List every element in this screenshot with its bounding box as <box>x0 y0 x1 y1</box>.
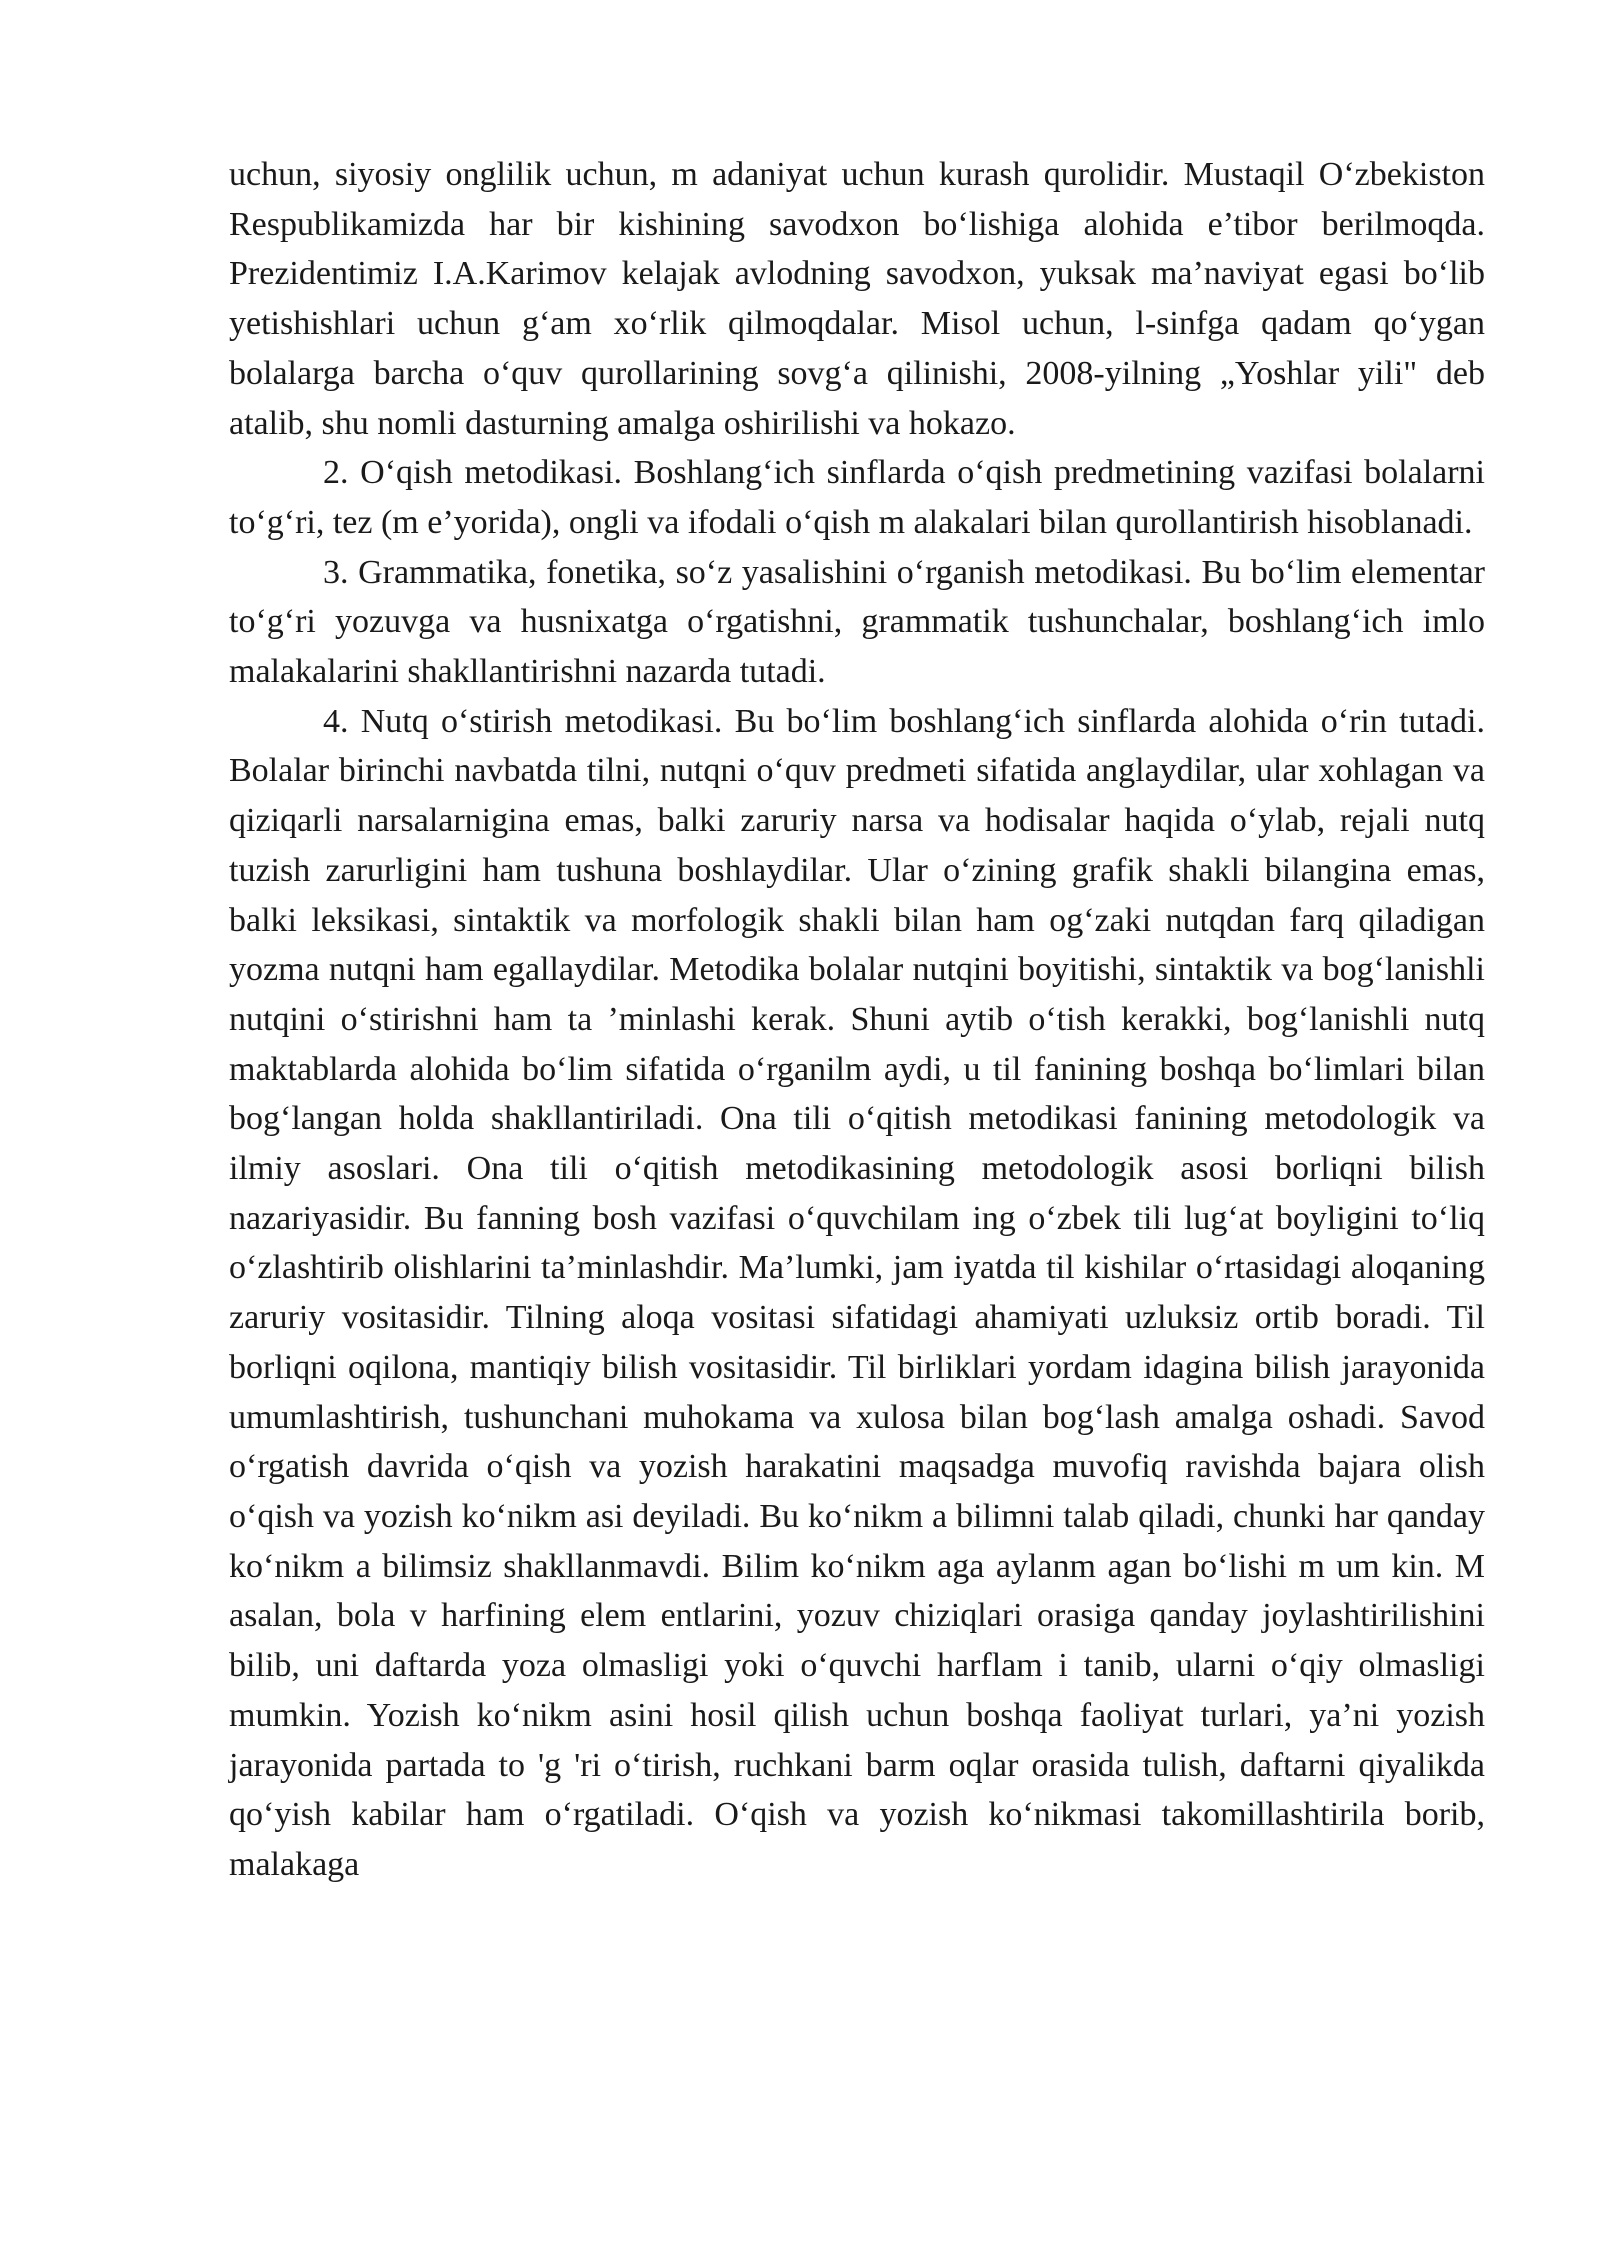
paragraph-grammar-methodology: 3. Grammatika, fonetika, so‘z yasalishini o‘rganish metodikasi. Bu bo‘lim elementar to‘g‘ri yozuvga va husnixatga o‘rgatishni, grammatik tushunchalar, boshlang‘ich imlo malakalarini shakllantirishni nazarda tutadi. <box>229 553 1485 691</box>
paragraph-speech-development: 4. Nutq o‘stirish metodikasi. Bu bo‘lim boshlang‘ich sinflarda alohida o‘rin tutadi. Bolalar birinchi navbatda tilni, nutqni o‘quv predmeti sifatida anglaydilar, ular xohlagan va qiziqarli narsalarnigina emas, balki zaruriy narsa va hodisalar haqida o‘ylab, rejali nutq tuzish zarurligini ham tushuna boshlaydilar. Ular o‘zining grafik shakli bilangina emas, balki leksikasi, sintaktik va morfologik shakli bilan ham og‘zaki nutqdan farq qiladigan yozma nutqni ham egallaydilar. Metodika bolalar nutqini boyitishi, sintaktik va bog‘lanishli nutqini o‘stirishni ham ta ’minlashi kerak. Shuni aytib o‘tish kerakki, bog‘lanishli nutq maktablarda alohida bo‘lim sifatida o‘rganilm aydi, u til fanining boshqa bo‘limlari bilan bog‘langan holda shakllantiriladi. Ona tili o‘qitish metodikasi fanining metodologik va ilmiy asoslari. Ona tili o‘qitish metodikasining metodologik asosi borliqni bilish nazariyasidir. Bu fanning bosh vazifasi o‘quvchilam ing o‘zbek tili lug‘at boyligini to‘liq o‘zlashtirib olishlarini ta’minlashdir. Ma’lumki, jam iyatda til kishilar o‘rtasidagi aloqaning zaruriy vositasidir. Tilning aloqa vositasi sifatidagi ahamiyati uzluksiz ortib boradi. Til borliqni oqilona, mantiqiy bilish vositasidir. Til birliklari yordam idagina bilish jarayonida umumlashtirish, tushunchani muhokama va xulosa bilan bog‘lash amalga oshadi. Savod o‘rgatish davrida o‘qish va yozish harakatini maqsadga muvofiq ravishda bajara olish o‘qish va yozish ko‘nikm asi deyiladi. Bu ko‘nikm a bilimni talab qiladi, chunki har qanday ko‘nikm a bilimsiz shakllanmavdi. Bilim ko‘nikm aga aylanm agan bo‘lishi m um kin. M asalan, bola v harfining elem entlarini, yozuv chiziqlari orasiga qanday joylashtirilishini bilib, uni daftarda yoza olmasligi yoki o‘quvchi harflam i tanib, ularni o‘qiy olmasligi mumkin. Yozish ko‘nikm asini hosil qilish uchun boshqa faoliyat turlari, ya’ni yozish jarayonida partada to 'g 'ri o‘tirish, ruchkani barm oqlar orasida tulish, daftarni qiyalikda qo‘yish kabilar ham o‘rgatiladi. O‘qish va yozish ko‘nikmasi takomillashtirila borib, malakaga <box>229 702 1485 1883</box>
document-page <box>229 150 1485 1890</box>
paragraph-reading-methodology: 2. O‘qish metodikasi. Boshlang‘ich sinflarda o‘qish predmetining vazifasi bolalarni to‘g‘ri, tez (m e’yorida), ongli va ifodali o‘qish m alakalari bilan qurollantirish hisoblanadi. <box>229 454 1485 541</box>
paragraph-intro-continuation: uchun, siyosiy onglilik uchun, m adaniyat uchun kurash qurolidir. Mustaqil O‘zbekiston Respublikamizda har bir kishining savodxon bo‘lishiga alohida e’tibor berilmoqda. Prezidentimiz I.A.Karimov kelajak avlodning savodxon, yuksak ma’naviyat egasi bo‘lib yetishishlari uchun g‘am xo‘rlik qilmoqdalar. Misol uchun, l-sinfga qadam qo‘ygan bolalarga barcha o‘quv qurollarining sovg‘a qilinishi, 2008-yilning „Yoshlar yili" deb atalib, shu nomli dasturning amalga oshirilishi va hokazo. <box>229 156 1485 442</box>
